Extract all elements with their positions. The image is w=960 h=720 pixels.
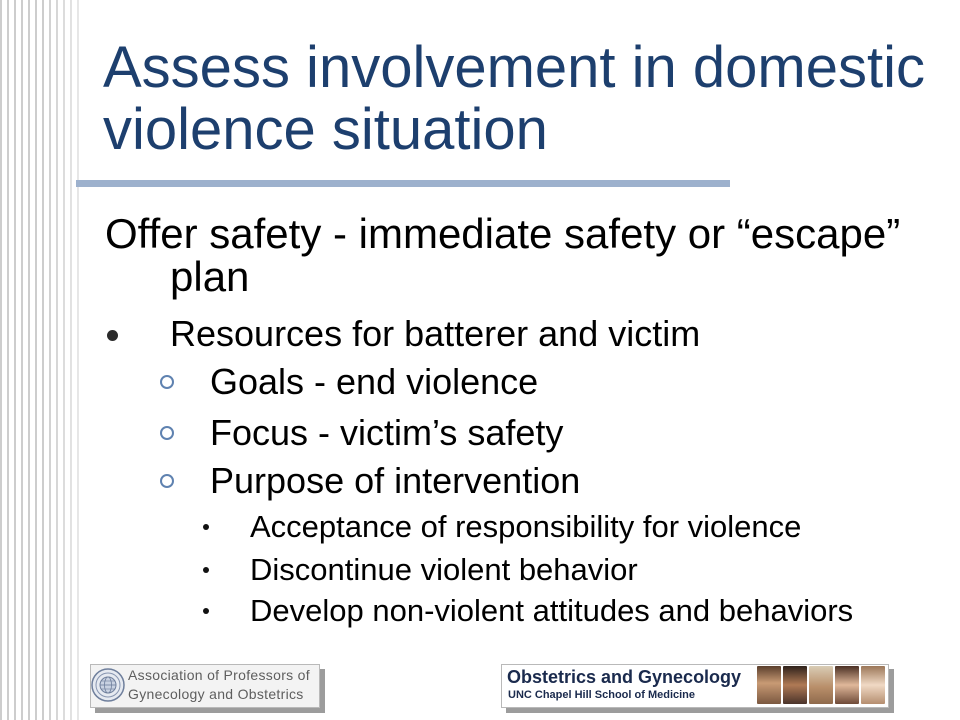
photo bbox=[757, 666, 781, 704]
ring-bullet-icon bbox=[160, 375, 174, 389]
dot-bullet-icon bbox=[203, 608, 209, 614]
slide-title-line-1: Assess involvement in domestic bbox=[103, 35, 925, 100]
slide-title-line-2: violence situation bbox=[103, 97, 548, 162]
lead-paragraph bbox=[105, 212, 900, 298]
apgo-seal-icon bbox=[91, 668, 125, 702]
dot-bullet-icon bbox=[203, 567, 209, 573]
ring-bullet-icon bbox=[160, 426, 174, 440]
bullet-level2-item: Goals - end violence bbox=[210, 361, 539, 402]
bullet-level2-item: Focus - victim’s safety bbox=[210, 412, 564, 453]
ring-bullet-icon bbox=[160, 474, 174, 488]
bullet-level1-item: Resources for batterer and victim bbox=[170, 313, 701, 354]
bullet-level3-item: Acceptance of responsibility for violence bbox=[250, 509, 802, 544]
bullet-level3-item: Develop non-violent attitudes and behaviors bbox=[250, 593, 854, 628]
unc-logo-title: Obstetrics and Gynecology bbox=[507, 667, 742, 687]
left-stripe-band bbox=[0, 0, 80, 720]
photo bbox=[809, 666, 833, 704]
dot-bullet-icon bbox=[203, 524, 209, 530]
photo-strip-icon bbox=[757, 666, 885, 704]
unc-logo-subtitle: UNC Chapel Hill School of Medicine bbox=[508, 689, 696, 701]
lead-line-1: Offer safety - immediate safety or “escape” bbox=[105, 210, 901, 257]
photo bbox=[861, 666, 885, 704]
photo bbox=[783, 666, 807, 704]
bullet-level2-item: Purpose of intervention bbox=[210, 460, 581, 501]
bullet-level3-item: Discontinue violent behavior bbox=[250, 552, 638, 587]
title-divider-rule bbox=[76, 180, 730, 187]
apgo-logo-line-2: Gynecology and Obstetrics bbox=[128, 686, 304, 702]
apgo-logo-line-1: Association of Professors of bbox=[128, 667, 310, 683]
photo bbox=[835, 666, 859, 704]
filled-circle-bullet-icon bbox=[107, 330, 118, 341]
lead-line-2: plan bbox=[170, 253, 250, 300]
slide-title bbox=[103, 37, 925, 161]
